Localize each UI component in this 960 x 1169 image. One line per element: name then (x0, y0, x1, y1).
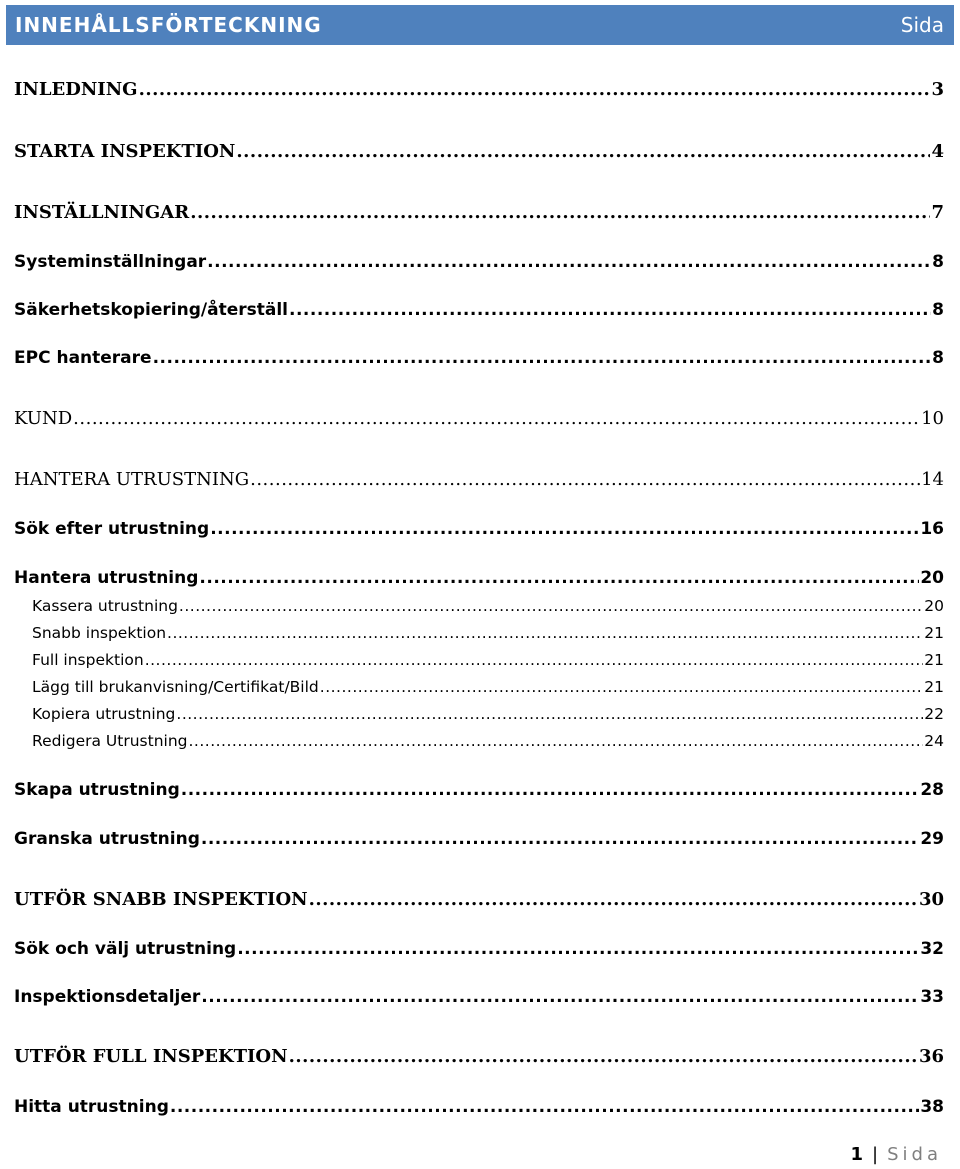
toc-entry-label: Granska utrustning (14, 829, 200, 849)
dot-leader (170, 1097, 919, 1117)
dot-leader (145, 651, 924, 669)
toc-entry-sok-efter-utrustning[interactable] (14, 519, 944, 539)
toc-entry-page: 8 (932, 300, 944, 320)
dot-leader (236, 141, 930, 162)
toc-entry-label: INSTÄLLNINGAR (14, 202, 190, 223)
toc-entry-label: Kopiera utrustning (32, 705, 176, 723)
toc-entry-label: HANTERA UTRUSTNING (14, 469, 250, 490)
toc-entry-label: Hantera utrustning (14, 568, 199, 588)
toc-entry-page: 24 (924, 732, 944, 750)
footer-page-number: 1 (850, 1144, 864, 1165)
toc-entry-snabb-inspektion[interactable] (32, 624, 944, 642)
dot-leader (179, 597, 923, 615)
toc-entry-skapa-utrustning[interactable] (14, 780, 944, 800)
page-footer (851, 1144, 943, 1165)
toc-entry-kassera-utrustning[interactable] (32, 597, 944, 615)
toc-entry-sok-och-valj-utrustning[interactable] (14, 939, 944, 959)
toc-entry-granska-utrustning[interactable] (14, 829, 944, 849)
toc-entry-label: Snabb inspektion (32, 624, 167, 642)
toc-entry-page: 38 (920, 1097, 944, 1117)
toc-entry-hantera-utrustning-chapter[interactable] (14, 469, 944, 490)
dot-leader (237, 939, 919, 959)
toc-entry-starta-inspektion[interactable] (14, 141, 944, 162)
toc-entry-page: 22 (924, 705, 944, 723)
toc-entry-label: Kassera utrustning (32, 597, 178, 615)
dot-leader (190, 202, 930, 223)
toc-entry-label: INLEDNING (14, 79, 138, 100)
toc-entry-label: Systeminställningar (14, 252, 207, 272)
toc-entry-label: Full inspektion (32, 651, 144, 669)
toc-entry-label: Sök och välj utrustning (14, 939, 237, 959)
toc-entry-hantera-utrustning-section[interactable] (14, 568, 944, 588)
dot-leader (207, 252, 931, 272)
toc-entry-inspektionsdetaljer[interactable] (14, 987, 944, 1007)
page-column-label: Sida (900, 13, 944, 37)
toc-entry-label: KUND (14, 408, 73, 429)
toc-entry-label: Hitta utrustning (14, 1097, 169, 1117)
toc-entry-page: 21 (924, 678, 944, 696)
toc-entry-label: EPC hanterare (14, 348, 152, 368)
dot-leader (210, 519, 919, 539)
toc-entry-utfor-full-inspektion[interactable] (14, 1046, 944, 1067)
footer-page-word: Sida (887, 1144, 942, 1165)
dot-leader (153, 348, 932, 368)
toc-entry-page: 8 (932, 348, 944, 368)
toc-entry-kopiera-utrustning[interactable] (32, 705, 944, 723)
dot-leader (320, 678, 924, 696)
toc-entry-full-inspektion[interactable] (32, 651, 944, 669)
toc-entry-installningar[interactable] (14, 202, 944, 223)
toc-entry-label: Lägg till brukanvisning/Certifikat/Bild (32, 678, 319, 696)
toc-entry-utfor-snabb-inspektion[interactable] (14, 889, 944, 910)
toc-header-bar (6, 5, 954, 45)
toc-entry-page: 28 (920, 780, 944, 800)
toc-entry-page: 33 (920, 987, 944, 1007)
dot-leader (201, 987, 919, 1007)
toc-entry-page: 32 (920, 939, 944, 959)
dot-leader (167, 624, 923, 642)
toc-entry-page: 3 (931, 79, 944, 100)
dot-leader (189, 732, 924, 750)
dot-leader (309, 889, 918, 910)
toc-entry-label: Sök efter utrustning (14, 519, 210, 539)
dot-leader (139, 79, 931, 100)
toc-entry-page: 16 (920, 519, 944, 539)
toc-entry-page: 20 (920, 568, 944, 588)
toc-entry-label: STARTA INSPEKTION (14, 141, 236, 162)
toc-entry-page: 14 (921, 469, 944, 490)
toc-entry-page: 20 (924, 597, 944, 615)
footer-separator: | (872, 1144, 879, 1165)
toc-entry-redigera-utrustning[interactable] (32, 732, 944, 750)
toc-entry-label: Säkerhetskopiering/återställ (14, 300, 288, 320)
toc-entry-kund[interactable] (14, 408, 944, 429)
dot-leader (181, 780, 920, 800)
toc-entry-epc-hanterare[interactable] (14, 348, 944, 368)
toc-entry-label: Redigera Utrustning (32, 732, 188, 750)
dot-leader (73, 408, 920, 429)
toc-entry-page: 8 (932, 252, 944, 272)
toc-entry-label: UTFÖR SNABB INSPEKTION (14, 889, 308, 910)
toc-entry-inledning[interactable] (14, 79, 944, 100)
toc-entry-label: Skapa utrustning (14, 780, 180, 800)
dot-leader (289, 300, 931, 320)
toc-entry-label: Inspektionsdetaljer (14, 987, 201, 1007)
dot-leader (201, 829, 919, 849)
toc-entry-sakerhetskopiering[interactable] (14, 300, 944, 320)
toc-entry-page: 21 (924, 624, 944, 642)
toc-entry-page: 30 (918, 889, 944, 910)
dot-leader (289, 1046, 918, 1067)
toc-entry-label: UTFÖR FULL INSPEKTION (14, 1046, 288, 1067)
dot-leader (199, 568, 919, 588)
toc-entry-page: 7 (931, 202, 944, 223)
toc-entry-systeminstallningar[interactable] (14, 252, 944, 272)
toc-entry-lagg-till-brukanvisning[interactable] (32, 678, 944, 696)
toc-title: INNEHÅLLSFÖRTECKNING (15, 13, 322, 37)
toc-entry-page: 21 (924, 651, 944, 669)
toc-entry-page: 36 (918, 1046, 944, 1067)
toc-entry-page: 10 (921, 408, 944, 429)
toc-entry-page: 29 (920, 829, 944, 849)
dot-leader (176, 705, 923, 723)
toc-entry-hitta-utrustning[interactable] (14, 1097, 944, 1117)
dot-leader (250, 469, 920, 490)
toc-entry-page: 4 (931, 141, 944, 162)
